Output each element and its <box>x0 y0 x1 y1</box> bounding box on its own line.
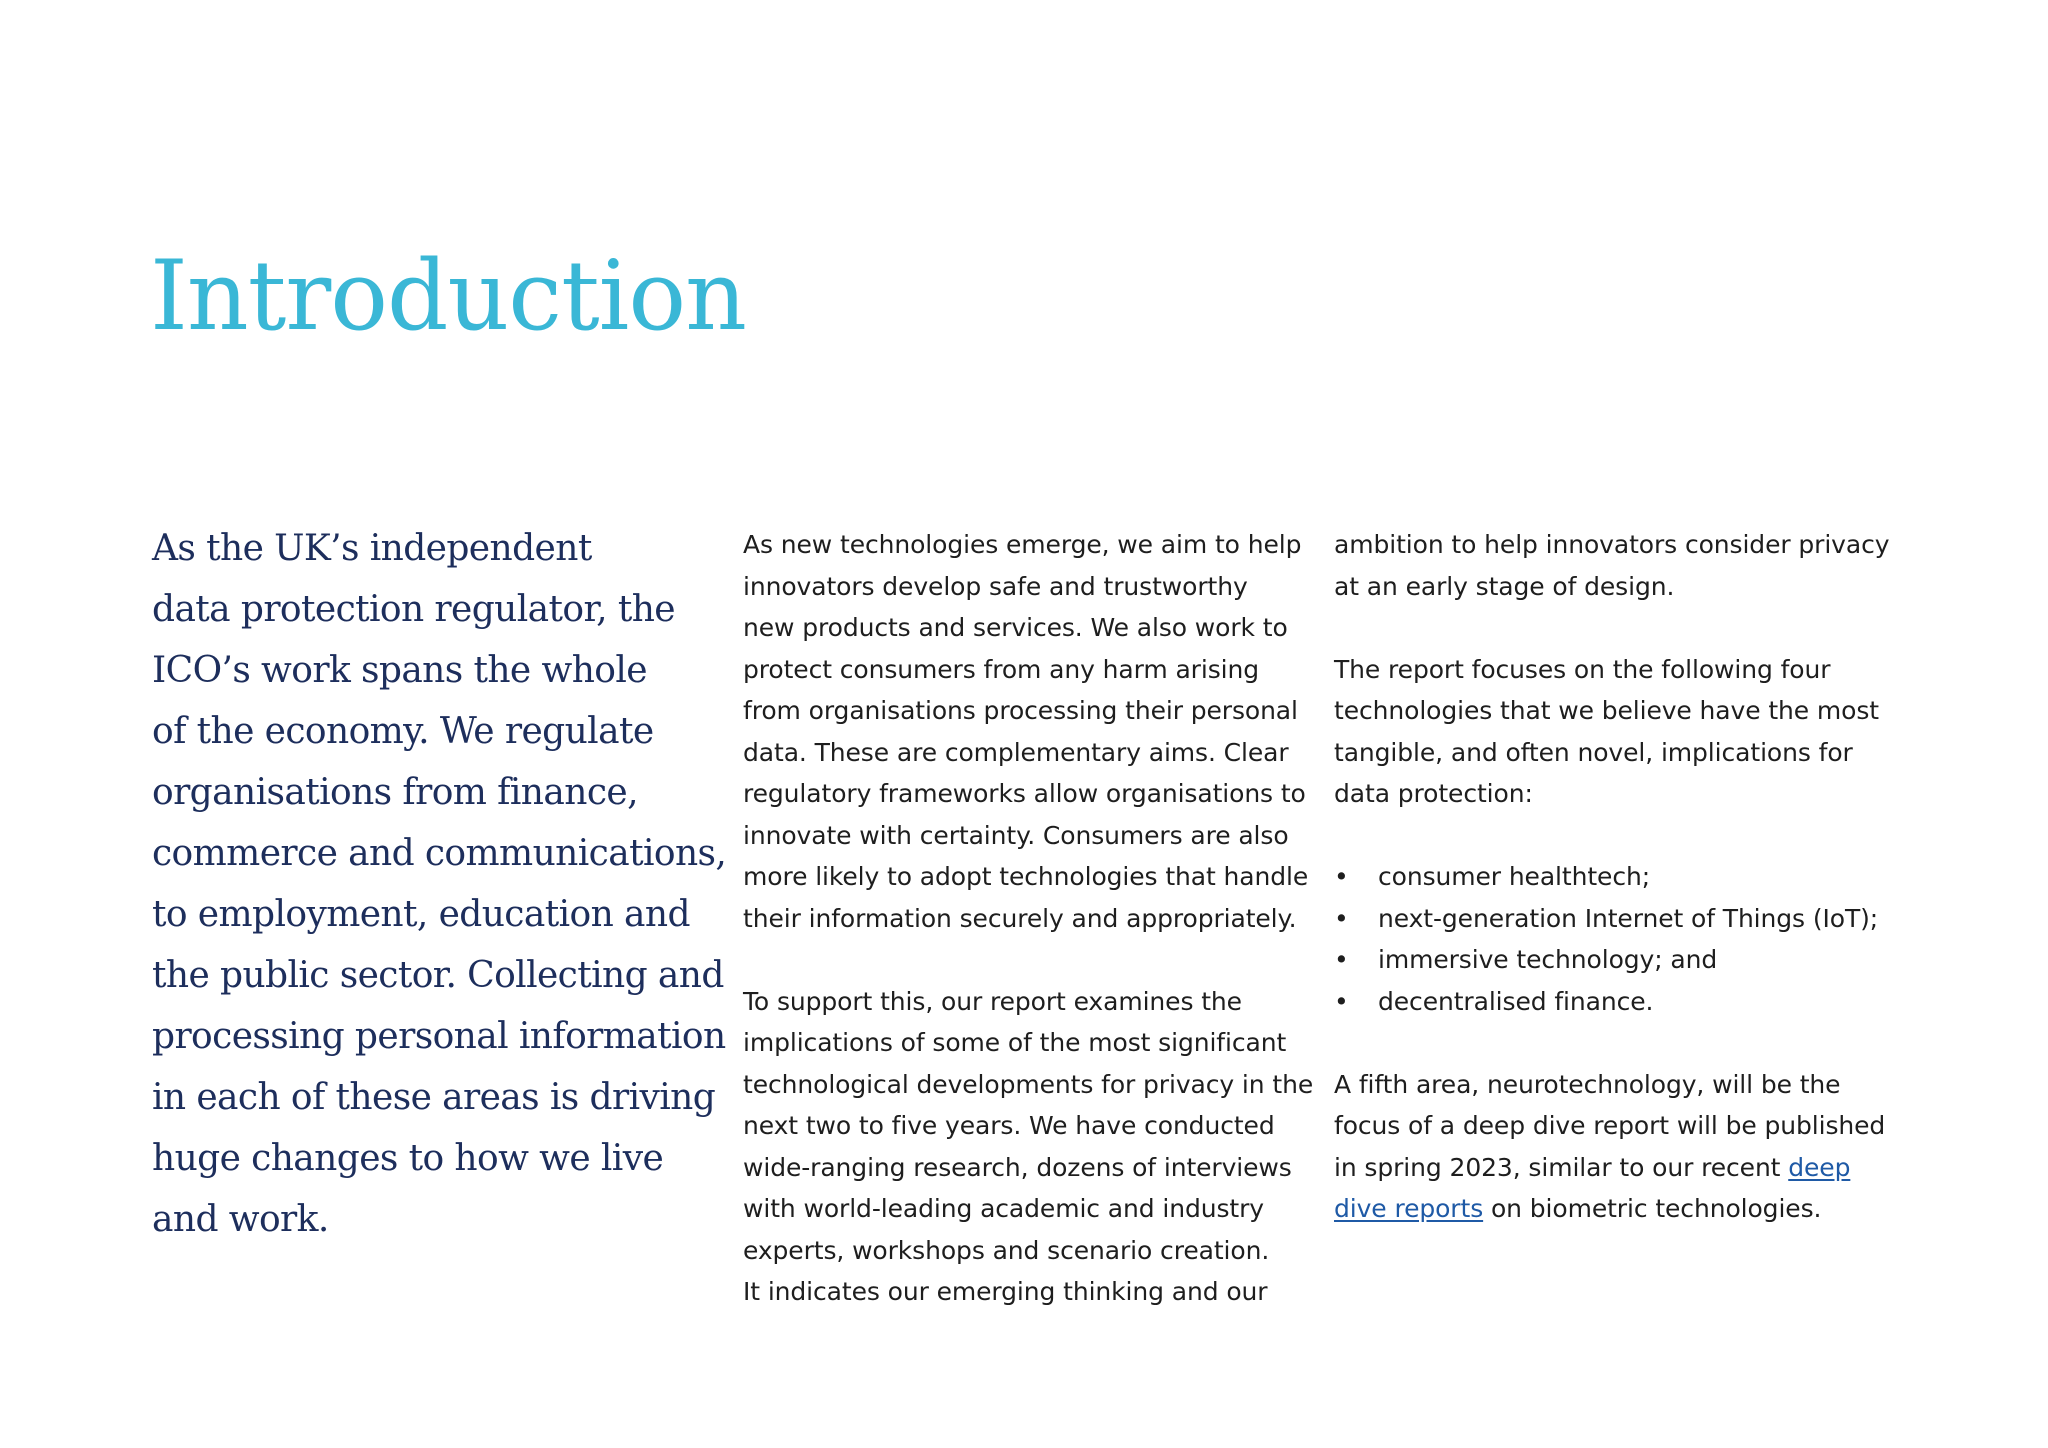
lead-line: data protection regulator, the <box>152 589 675 630</box>
list-item <box>1334 856 1934 898</box>
bullet-icon: • <box>1334 862 1349 891</box>
paragraph-gap <box>1334 1022 1934 1064</box>
text-line: innovate with certainty. Consumers are also <box>743 820 1289 850</box>
text-line: wide-ranging research, dozens of interviews <box>743 1152 1292 1182</box>
text-line: regulatory frameworks allow organisations to <box>743 779 1306 808</box>
text-line: data. These are complementary aims. Clear <box>743 737 1289 767</box>
lead-line: huge changes to how we live <box>152 1138 664 1179</box>
page-title: Introduction <box>150 240 746 352</box>
text-line: focus of a deep dive report will be published <box>1334 1111 1886 1140</box>
text-line: A fifth area, neurotechnology, will be the <box>1334 1069 1841 1099</box>
body-column-right <box>1334 524 1934 1230</box>
lead-line: of the economy. We regulate <box>152 711 654 752</box>
text-line: their information securely and appropriately. <box>743 903 1297 933</box>
lead-line: organisations from finance, <box>152 772 638 813</box>
bullet-icon: • <box>1334 945 1349 974</box>
text-line: technologies that we believe have the most <box>1334 696 1879 725</box>
bullet-icon: • <box>1334 903 1349 933</box>
paragraph-gap <box>1334 607 1934 649</box>
list-item <box>1334 939 1934 981</box>
list-item <box>1334 981 1934 1023</box>
paragraph-neurotechnology <box>1334 1064 1934 1230</box>
deep-dive-reports-link[interactable]: dive reports <box>1334 1194 1484 1223</box>
text-line: at an early stage of design. <box>1334 571 1675 601</box>
paragraph-gap <box>743 939 1313 981</box>
text-line: ambition to help innovators consider privacy <box>1334 530 1890 559</box>
lead-line: and work. <box>152 1199 329 1240</box>
lead-line: in each of these areas is driving <box>152 1077 716 1118</box>
paragraph-ambition <box>1334 524 1934 607</box>
text-fragment: on biometric technologies. <box>1483 1194 1822 1223</box>
bullet-icon: • <box>1334 986 1349 1016</box>
lead-line: commerce and communications, <box>152 833 727 874</box>
text-line: from organisations processing their personal <box>743 696 1298 725</box>
text-line: next two to five years. We have conducted <box>743 1111 1275 1140</box>
list-item <box>1334 898 1934 940</box>
paragraph-gap <box>1334 815 1934 857</box>
text-line: new products and services. We also work to <box>743 613 1288 642</box>
lead-line: the public sector. Collecting and <box>152 955 724 996</box>
paragraph-new-technologies <box>743 524 1313 939</box>
lead-paragraph <box>152 518 727 1250</box>
paragraph-report-support <box>743 981 1313 1313</box>
text-line: To support this, our report examines the <box>743 986 1242 1016</box>
text-line: technological developments for privacy in the <box>743 1069 1314 1099</box>
list-item-text: immersive technology; and <box>1378 945 1718 974</box>
list-item-text: next-generation Internet of Things (IoT); <box>1378 903 1879 933</box>
text-line: tangible, and often novel, implications for <box>1334 737 1853 767</box>
text-line: The report focuses on the following four <box>1334 654 1831 684</box>
lead-line: As the UK’s independent <box>152 528 592 569</box>
text-line: innovators develop safe and trustworthy <box>743 571 1248 601</box>
text-line: implications of some of the most significant <box>743 1028 1287 1057</box>
deep-dive-reports-link[interactable]: deep <box>1788 1152 1851 1182</box>
text-line <box>1334 1147 1934 1189</box>
text-line: protect consumers from any harm arising <box>743 654 1259 684</box>
body-column-middle <box>743 524 1313 1313</box>
text-line: It indicates our emerging thinking and our <box>743 1277 1268 1306</box>
list-item-text: decentralised finance. <box>1378 986 1654 1016</box>
text-line: As new technologies emerge, we aim to help <box>743 530 1302 559</box>
text-line <box>1334 1188 1934 1230</box>
text-line: more likely to adopt technologies that handle <box>743 862 1309 891</box>
text-line: with world-leading academic and industry <box>743 1194 1264 1223</box>
text-fragment: in spring 2023, similar to our recent <box>1334 1152 1789 1182</box>
paragraph-four-technologies <box>1334 649 1934 815</box>
text-line: experts, workshops and scenario creation. <box>743 1235 1270 1265</box>
lead-line: ICO’s work spans the whole <box>152 650 647 691</box>
lead-line: processing personal information <box>152 1016 726 1057</box>
technology-bullet-list <box>1334 856 1934 1022</box>
text-line: data protection: <box>1334 779 1533 808</box>
list-item-text: consumer healthtech; <box>1378 862 1651 891</box>
lead-line: to employment, education and <box>152 894 690 935</box>
